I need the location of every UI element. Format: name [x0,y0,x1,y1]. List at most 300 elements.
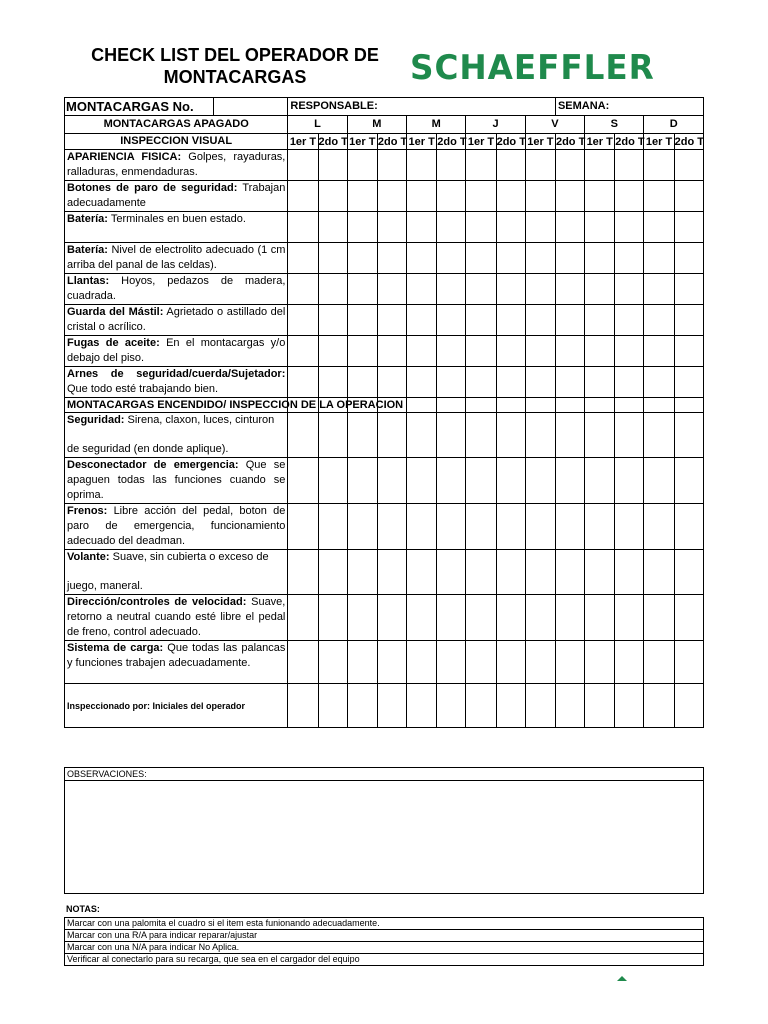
check-cell[interactable] [644,504,674,550]
check-cell[interactable] [407,413,437,458]
check-cell[interactable] [318,550,347,595]
check-cell[interactable] [318,212,347,243]
check-cell[interactable] [377,595,406,641]
day-header: M [347,116,406,134]
item-title: Desconectador de emergencia: [67,459,239,471]
check-cell[interactable] [377,367,406,398]
shift-header: 1er T [289,135,317,148]
check-cell[interactable] [674,274,703,305]
check-cell[interactable] [585,595,615,641]
check-cell[interactable] [644,274,674,305]
check-cell[interactable] [347,305,377,336]
item-text: Suave, retorno a neutral cuando esté libre el pedal de freno, control adecuado. [67,596,286,638]
check-cell[interactable] [377,212,406,243]
check-cell[interactable] [437,458,466,504]
item-text: Golpes, rayaduras, ralladuras, enmendaduras. [67,151,286,178]
check-cell[interactable] [437,413,466,458]
check-cell[interactable] [615,684,644,728]
day-header: S [585,116,644,134]
check-cell[interactable] [407,305,437,336]
check-cell[interactable] [644,181,674,212]
check-cell[interactable] [615,274,644,305]
check-cell[interactable] [496,504,525,550]
checklist-row [65,641,704,684]
check-cell[interactable] [407,336,437,367]
checklist-row [65,595,704,641]
check-cell[interactable] [585,550,615,595]
montacargas-no-label: MONTACARGAS No. [65,98,214,115]
check-cell[interactable] [585,641,615,684]
check-cell[interactable] [437,150,466,181]
check-cell[interactable] [585,504,615,550]
check-cell[interactable] [437,398,466,413]
check-cell[interactable] [466,181,496,212]
check-cell[interactable] [318,336,347,367]
check-cell[interactable] [496,413,525,458]
check-cell[interactable] [644,212,674,243]
check-cell[interactable] [615,504,644,550]
semana-field[interactable] [555,98,703,116]
check-cell[interactable] [437,595,466,641]
check-cell[interactable] [674,367,703,398]
check-cell[interactable] [496,367,525,398]
check-cell[interactable] [585,458,615,504]
note-text: Verificar al conectarlo para su recarga, que sea en el cargador del equipo [65,954,704,966]
check-cell[interactable] [377,305,406,336]
shift-header: 2do T [615,135,645,148]
header-row [65,98,704,116]
check-cell[interactable] [318,684,347,728]
check-cell[interactable] [525,413,555,458]
check-cell[interactable] [585,274,615,305]
check-cell[interactable] [615,413,644,458]
check-cell[interactable] [644,550,674,595]
check-cell[interactable] [466,305,496,336]
check-cell[interactable] [585,413,615,458]
check-cell[interactable] [525,504,555,550]
check-cell[interactable] [288,274,318,305]
check-cell[interactable] [318,458,347,504]
check-cell[interactable] [466,212,496,243]
check-cell[interactable] [437,274,466,305]
checklist-table [64,97,704,728]
check-cell[interactable] [466,398,496,413]
check-cell[interactable] [496,274,525,305]
check-cell[interactable] [437,367,466,398]
check-cell[interactable] [437,336,466,367]
check-cell[interactable] [347,212,377,243]
checklist-row [65,305,704,336]
inspected-by-row [65,684,704,728]
responsable-label: RESPONSABLE: [290,100,378,112]
check-cell[interactable] [555,398,584,413]
item-description [65,595,288,641]
check-cell[interactable] [437,684,466,728]
check-cell[interactable] [615,367,644,398]
check-cell[interactable] [555,458,584,504]
check-cell[interactable] [407,181,437,212]
check-cell[interactable] [525,336,555,367]
shift-header: 2do T [318,135,348,148]
item-title: Guarda del Mástil: [67,306,164,318]
checklist-row [65,413,704,458]
check-cell[interactable] [585,336,615,367]
check-cell[interactable] [525,684,555,728]
check-cell[interactable] [674,595,703,641]
check-cell[interactable] [674,243,703,274]
check-cell[interactable] [525,274,555,305]
check-cell[interactable] [674,398,703,413]
check-cell[interactable] [555,150,584,181]
check-cell[interactable] [377,243,406,274]
shift-header: 2do T [496,135,526,148]
check-cell[interactable] [466,504,496,550]
check-cell[interactable] [525,595,555,641]
shifts-row [65,134,704,150]
check-cell[interactable] [644,305,674,336]
shift-header: 2do T [674,135,704,148]
shift-header: 2do T [555,135,586,148]
item-description [65,305,288,336]
day-header: J [466,116,525,134]
check-cell[interactable] [585,243,615,274]
check-cell[interactable] [525,305,555,336]
check-cell[interactable] [377,684,406,728]
check-cell[interactable] [347,641,377,684]
apagado-label: MONTACARGAS APAGADO [65,116,288,134]
check-cell[interactable] [437,641,466,684]
responsable-field[interactable] [288,98,556,116]
check-cell[interactable] [496,641,525,684]
item-description [65,641,288,684]
check-cell[interactable] [407,504,437,550]
check-cell[interactable] [496,212,525,243]
check-cell[interactable] [644,413,674,458]
check-cell[interactable] [615,458,644,504]
item-title: Sistema de carga: [67,642,164,654]
check-cell[interactable] [288,305,318,336]
check-cell[interactable] [347,413,377,458]
checklist-row [65,212,704,243]
check-cell[interactable] [615,550,644,595]
item-description [65,367,288,398]
check-cell[interactable] [437,550,466,595]
item-description [65,274,288,305]
item-title: Arnes de seguridad/cuerda/Sujetador: [67,368,286,380]
inspected-by-label: Inspeccionado por: Iniciales del operador [65,684,288,728]
check-cell[interactable] [288,684,318,728]
check-cell[interactable] [615,212,644,243]
shift-header: 1er T [645,135,673,148]
item-title: Seguridad: [67,414,125,426]
check-cell[interactable] [674,336,703,367]
check-cell[interactable] [318,181,347,212]
item-description [65,181,288,212]
item-text-continued: de seguridad (en donde aplique). [67,443,229,455]
check-cell[interactable] [496,550,525,595]
check-cell[interactable] [674,550,703,595]
check-cell[interactable] [615,305,644,336]
check-cell[interactable] [288,150,318,181]
check-cell[interactable] [644,458,674,504]
check-cell[interactable] [644,684,674,728]
item-title: Frenos: [67,505,108,517]
check-cell[interactable] [377,413,406,458]
check-cell[interactable] [674,305,703,336]
check-cell[interactable] [615,641,644,684]
check-cell[interactable] [555,504,584,550]
check-cell[interactable] [555,336,584,367]
check-cell[interactable] [674,641,703,684]
check-cell[interactable] [615,398,644,413]
check-cell[interactable] [525,458,555,504]
item-title: Volante: [67,551,110,563]
check-cell[interactable] [288,243,318,274]
check-cell[interactable] [347,181,377,212]
check-cell[interactable] [644,641,674,684]
check-cell[interactable] [585,367,615,398]
day-header: V [525,116,584,134]
check-cell[interactable] [347,504,377,550]
checklist-row [65,274,704,305]
check-cell[interactable] [555,305,584,336]
check-cell[interactable] [466,336,496,367]
check-cell[interactable] [407,150,437,181]
item-title: Batería: [67,244,108,256]
check-cell[interactable] [407,641,437,684]
check-cell[interactable] [347,684,377,728]
check-cell[interactable] [407,367,437,398]
check-cell[interactable] [437,504,466,550]
check-cell[interactable] [674,212,703,243]
check-cell[interactable] [318,305,347,336]
check-cell[interactable] [347,367,377,398]
check-cell[interactable] [496,243,525,274]
check-cell[interactable] [407,595,437,641]
item-text: Suave, sin cubierta o exceso de [109,551,269,563]
check-cell[interactable] [466,150,496,181]
check-cell[interactable] [288,595,318,641]
check-cell[interactable] [318,413,347,458]
note-row [65,930,704,942]
check-cell[interactable] [615,181,644,212]
check-cell[interactable] [496,305,525,336]
check-cell[interactable] [555,243,584,274]
check-cell[interactable] [466,684,496,728]
check-cell[interactable] [674,181,703,212]
check-cell[interactable] [377,274,406,305]
item-title: Llantas: [67,275,110,287]
check-cell[interactable] [555,181,584,212]
check-cell[interactable] [525,398,555,413]
check-cell[interactable] [615,150,644,181]
check-cell[interactable] [585,305,615,336]
check-cell[interactable] [585,684,615,728]
check-cell[interactable] [674,150,703,181]
check-cell[interactable] [466,274,496,305]
check-cell[interactable] [555,274,584,305]
check-cell[interactable] [674,458,703,504]
check-cell[interactable] [525,243,555,274]
check-cell[interactable] [615,336,644,367]
check-cell[interactable] [466,367,496,398]
checklist-row [65,243,704,274]
check-cell[interactable] [347,550,377,595]
check-cell[interactable] [555,367,584,398]
note-row [65,942,704,954]
check-cell[interactable] [288,504,318,550]
check-cell[interactable] [347,336,377,367]
check-cell[interactable] [585,212,615,243]
check-cell[interactable] [615,595,644,641]
check-cell[interactable] [407,212,437,243]
item-title: APARIENCIA FISICA: [67,151,182,163]
check-cell[interactable] [585,150,615,181]
shift-header: 1er T [408,135,435,148]
title-line-1: CHECK LIST DEL OPERADOR DE [91,45,379,65]
check-cell[interactable] [466,243,496,274]
item-description [65,336,288,367]
observaciones-label: OBSERVACIONES: [65,768,703,781]
check-cell[interactable] [585,181,615,212]
check-cell[interactable] [318,274,347,305]
check-cell[interactable] [407,550,437,595]
check-cell[interactable] [525,550,555,595]
check-cell[interactable] [437,243,466,274]
check-cell[interactable] [615,243,644,274]
check-cell[interactable] [407,243,437,274]
item-text: Que se apaguen todas las funciones cuando se oprima. [67,459,286,501]
check-cell[interactable] [496,398,525,413]
check-cell[interactable] [466,458,496,504]
check-cell[interactable] [674,504,703,550]
check-cell[interactable] [377,458,406,504]
check-cell[interactable] [496,181,525,212]
item-description [65,413,288,458]
check-cell[interactable] [437,212,466,243]
check-cell[interactable] [377,150,406,181]
item-text: Hoyos, pedazos de madera, cuadrada. [67,275,286,302]
notas-label: NOTAS: [66,904,100,914]
check-cell[interactable] [347,458,377,504]
check-cell[interactable] [377,550,406,595]
check-cell[interactable] [288,413,318,458]
check-cell[interactable] [555,413,584,458]
check-cell[interactable] [466,641,496,684]
check-cell[interactable] [407,684,437,728]
check-cell[interactable] [288,212,318,243]
check-cell[interactable] [555,212,584,243]
check-cell[interactable] [318,367,347,398]
inspeccion-visual-label: INSPECCION VISUAL [65,134,288,150]
check-cell[interactable] [347,243,377,274]
check-cell[interactable] [555,684,584,728]
check-cell[interactable] [525,641,555,684]
check-cell[interactable] [644,150,674,181]
item-text: Agrietado o astillado del cristal o acrílico. [67,306,286,333]
item-title: Batería: [67,213,108,225]
check-cell[interactable] [644,398,674,413]
check-cell[interactable] [288,336,318,367]
item-title: Dirección/controles de velocidad: [67,596,247,608]
item-description [65,212,288,243]
semana-label: SEMANA: [557,100,610,112]
check-cell[interactable] [437,181,466,212]
check-cell[interactable] [288,181,318,212]
check-cell[interactable] [525,212,555,243]
check-cell[interactable] [585,398,615,413]
check-cell[interactable] [347,274,377,305]
check-cell[interactable] [525,367,555,398]
item-text: Que todas las palancas y funciones trabajen adecuadamente. [67,642,286,669]
check-cell[interactable] [318,595,347,641]
check-cell[interactable] [466,595,496,641]
check-cell[interactable] [644,243,674,274]
check-cell[interactable] [288,367,318,398]
check-cell[interactable] [555,595,584,641]
check-cell[interactable] [377,336,406,367]
day-header: D [644,116,704,134]
check-cell[interactable] [437,305,466,336]
check-cell[interactable] [674,413,703,458]
check-cell[interactable] [318,641,347,684]
check-cell[interactable] [407,398,437,413]
check-cell[interactable] [407,458,437,504]
check-cell[interactable] [496,458,525,504]
day-header: L [288,116,347,134]
check-cell[interactable] [525,181,555,212]
check-cell[interactable] [288,641,318,684]
checklist-row [65,504,704,550]
check-cell[interactable] [466,550,496,595]
check-cell[interactable] [377,181,406,212]
check-cell[interactable] [466,413,496,458]
check-cell[interactable] [318,150,347,181]
item-description [65,243,288,274]
check-cell[interactable] [407,274,437,305]
check-cell[interactable] [555,641,584,684]
check-cell[interactable] [496,595,525,641]
check-cell[interactable] [674,684,703,728]
check-cell[interactable] [496,150,525,181]
item-text: Terminales en buen estado. [107,213,246,225]
checklist-row [65,458,704,504]
check-cell[interactable] [347,150,377,181]
check-cell[interactable] [496,336,525,367]
check-cell[interactable] [377,641,406,684]
check-cell[interactable] [525,150,555,181]
check-cell[interactable] [347,595,377,641]
item-description [65,550,288,595]
check-cell[interactable] [318,504,347,550]
check-cell[interactable] [318,243,347,274]
checklist-row [65,150,704,181]
check-cell[interactable] [644,367,674,398]
item-text-continued: juego, maneral. [67,580,143,592]
check-cell[interactable] [644,336,674,367]
check-cell[interactable] [496,684,525,728]
check-cell[interactable] [644,595,674,641]
item-text: Sirena, claxon, luces, cinturon [124,414,275,426]
check-cell[interactable] [377,504,406,550]
item-title: Fugas de aceite: [67,337,160,349]
observaciones-box[interactable] [64,767,704,894]
montacargas-no-field[interactable] [214,98,287,115]
item-text: Libre acción del pedal, boton de paro de emergencia, funcionamiento adecuado del deadman. [67,505,286,547]
check-cell[interactable] [555,550,584,595]
check-cell[interactable] [288,550,318,595]
check-cell[interactable] [288,458,318,504]
